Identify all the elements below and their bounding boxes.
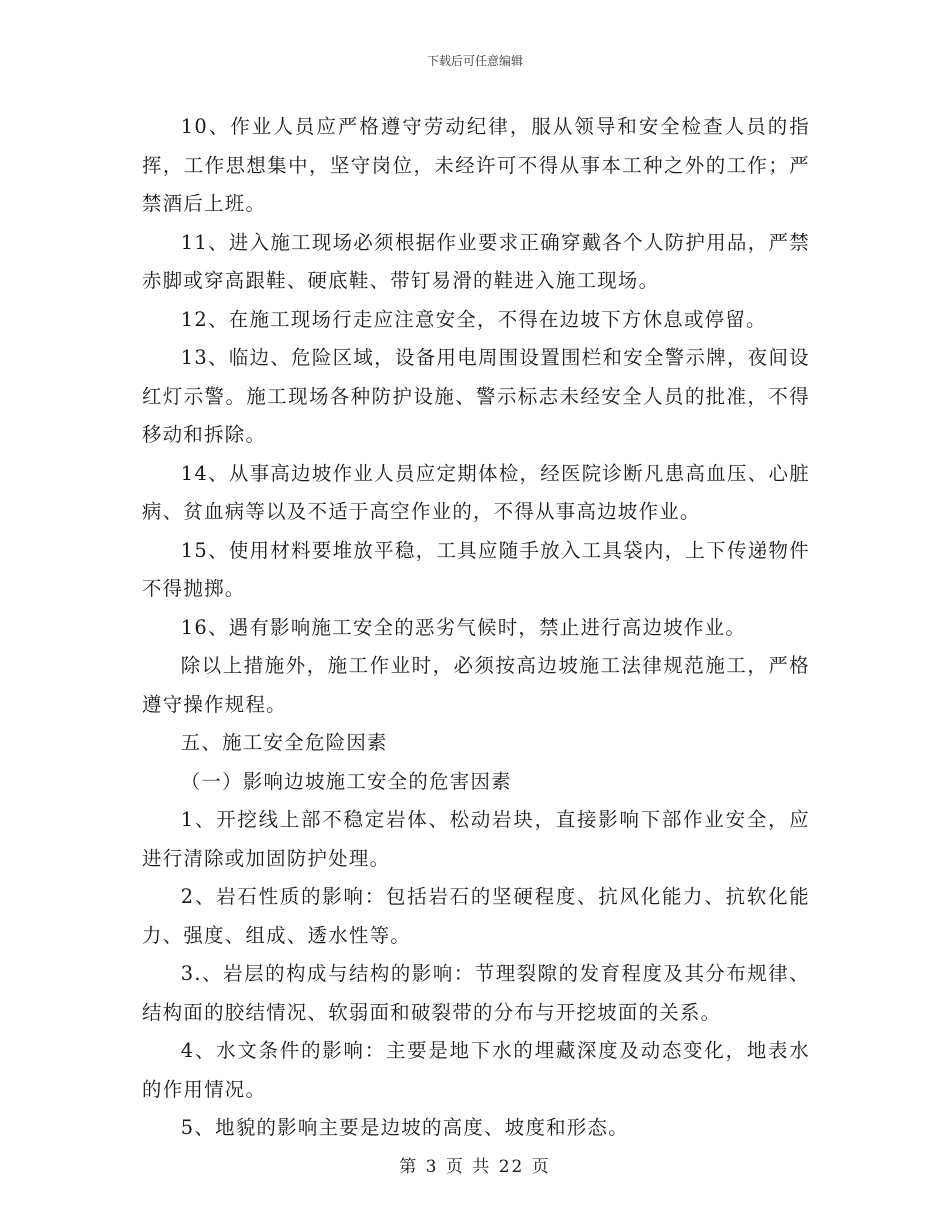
paragraph-item-15: 15、使用材料要堆放平稳，工具应随手放入工具袋内，上下传递物件不得抛掷。 (142, 538, 810, 600)
hazard-item-4: 4、水文条件的影响：主要是地下水的埋藏深度及动态变化，地表水的作用情况。 (142, 1039, 810, 1101)
paragraph-item-12: 12、在施工现场行走应注意安全，不得在边坡下方休息或停留。 (180, 307, 767, 331)
paragraph-summary: 除以上措施外，施工作业时，必须按高边坡施工法律规范施工，严格遵守操作规程。 (142, 654, 810, 716)
subsection-heading: （一）影响边坡施工安全的危害因素 (180, 769, 512, 793)
paragraph-item-14: 14、从事高边坡作业人员应定期体检，经医院诊断凡患高血压、心脏病、贫血病等以及不适于高空作业的，不得从事高边坡作业。 (142, 461, 810, 523)
document-body (142, 108, 810, 1148)
paragraph-item-11: 11、进入施工现场必须根据作业要求正确穿戴各个人防护用品，严禁赤脚或穿高跟鞋、硬底鞋、带钉易滑的鞋进入施工现场。 (142, 230, 810, 292)
page-number: 第 3 页 共 22 页 (399, 1157, 551, 1177)
hazard-item-1: 1、开挖线上部不稳定岩体、松动岩块，直接影响下部作业安全，应进行清除或加固防护处理。 (142, 808, 810, 870)
section-heading: 五、施工安全危险因素 (180, 731, 388, 754)
paragraph-item-16: 16、遇有影响施工安全的恶劣气候时，禁止进行高边坡作业。 (180, 615, 747, 639)
hazard-item-5: 5、地貌的影响主要是边坡的高度、坡度和形态。 (180, 1116, 629, 1139)
page-header: 下载后可任意编辑 (426, 54, 523, 68)
paragraph-item-13: 13、临边、危险区域，设备用电周围设置围栏和安全警示牌，夜间设红灯示警。施工现场各种防护设施、警示标志未经安全人员的批准，不得移动和拆除。 (142, 346, 810, 446)
hazard-item-2: 2、岩石性质的影响：包括岩石的坚硬程度、抗风化能力、抗软化能力、强度、组成、透水性等。 (142, 885, 810, 947)
hazard-item-3: 3.、岩层的构成与结构的影响：节理裂隙的发育程度及其分布规律、结构面的胶结情况、软弱面和破裂带的分布与开挖坡面的关系。 (142, 962, 810, 1024)
paragraph-item-10: 10、作业人员应严格遵守劳动纪律，服从领导和安全检查人员的指挥，工作思想集中，坚守岗位，未经许可不得从事本工种之外的工作；严禁酒后上班。 (142, 115, 810, 215)
